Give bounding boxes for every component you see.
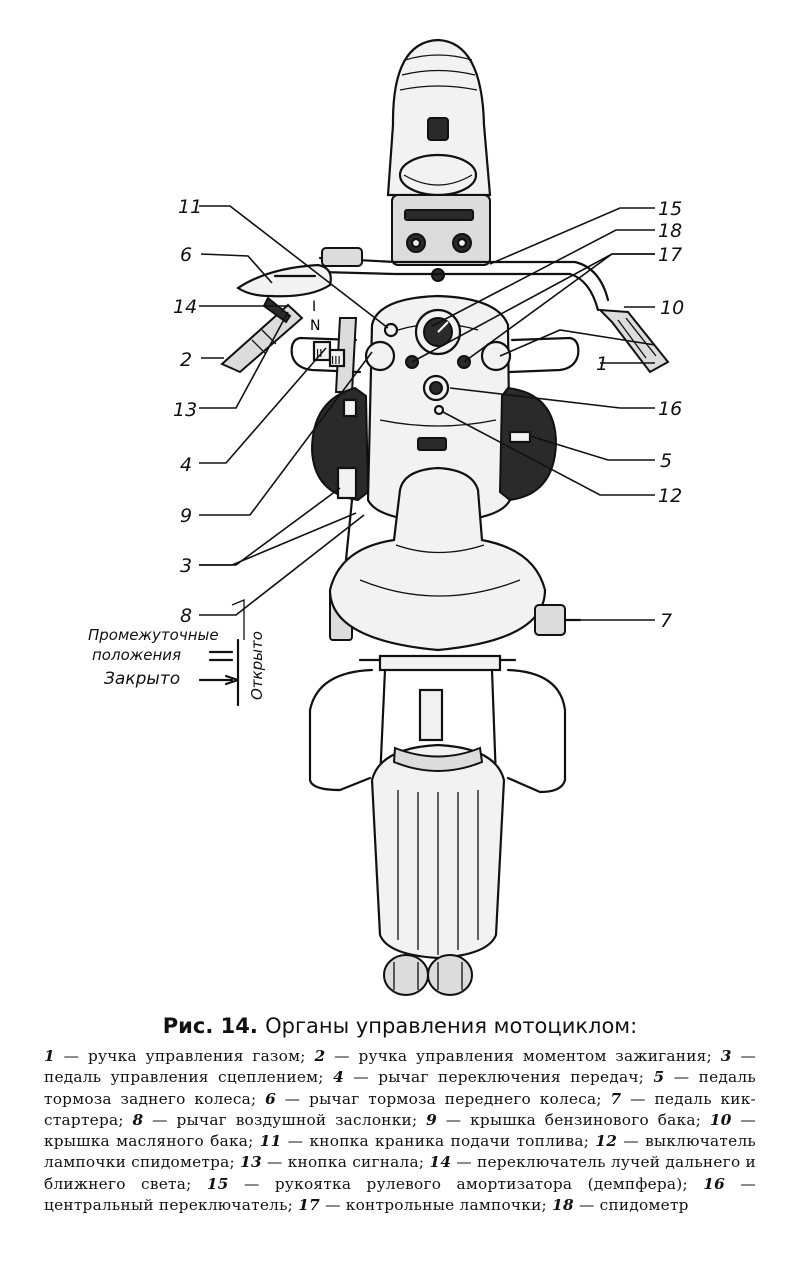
legend-item-8: 8 — рычаг воздушной заслонки; [132,1110,418,1129]
callout-11: 11 [178,196,203,218]
callout-7: 7 [660,610,673,632]
legend-item-text: рычаг воздушной заслонки; [176,1110,418,1129]
callout-17: 17 [658,244,683,266]
legend-item-16: 16 — центральный переключатель; [44,1174,756,1215]
callout-3: 3 [180,555,193,577]
legend-item-9: 9 — крышка бензинового бака; [426,1110,702,1129]
legend-item-number: 17 [298,1196,320,1215]
legend-item-text: спидометр [599,1196,689,1215]
caption-title [44,1014,756,1038]
callout-2: 2 [180,349,193,371]
legend-item-number: 18 [552,1196,574,1215]
legend-item-text: выключатель лампочки спидометра; [44,1132,756,1172]
figure-caption [44,1014,756,1216]
legend-item-number: 11 [259,1132,282,1151]
callout-4: 4 [180,454,193,476]
legend-item-text: крышка масляного бака; [44,1132,254,1151]
legend-item-number: 12 [595,1132,618,1151]
legend-item-15: 15 — рукоятка рулевого амортизатора (демпфера); [206,1174,688,1193]
callout-16: 16 [658,398,683,420]
legend-item-4: 4 — рычаг переключения передач; [333,1068,645,1087]
legend-item-number: 5 [653,1068,665,1087]
callout-10: 10 [660,297,685,319]
figure-number: Рис. 14. [162,1014,258,1038]
headlight [388,40,490,195]
gear-mark-neutral: N [310,318,321,334]
figure-title: Органы управления мотоциклом: [265,1014,638,1038]
gear-mark-3: III [331,354,341,367]
legend-item-text: рычаг тормоза переднего колеса; [309,1089,602,1108]
legend-item-number: 14 [429,1153,452,1172]
choke-label-intermediate-1: Промежуточные [88,626,219,644]
rear-fender [372,690,504,958]
legend-item-number: 16 [703,1174,726,1193]
legend-item-1: 1 — ручка управления газом; [44,1047,306,1065]
choke-label-open: Открыто [248,631,266,700]
callout-18: 18 [658,220,683,242]
legend-item-text: крышка бензинового бака; [470,1110,702,1129]
callout-12: 12 [658,485,683,507]
fork-and-steering-head [392,195,490,281]
callout-5: 5 [660,450,673,472]
legend-item-number: 7 [610,1089,622,1108]
legend-item-number: 2 [314,1047,326,1065]
legend-item-number: 13 [240,1153,262,1172]
gear-mark-1: I [312,299,317,315]
choke-label-closed: Закрыто [104,669,181,689]
choke-label-intermediate-2: положения [92,646,182,664]
callout-15: 15 [658,198,683,220]
legend-item-13: 13 — кнопка сигнала; [240,1153,425,1172]
legend-item-text: ручка управления моментом зажигания; [358,1047,712,1065]
legend-item-number: 15 [206,1174,229,1193]
callout-14: 14 [173,296,198,318]
callout-9: 9 [180,505,193,527]
legend-item-12: 12 — выключатель лампочки спидометра; [44,1132,756,1172]
legend-item-text: кнопка краника подачи топлива; [309,1132,590,1151]
legend-item-text: центральный переключатель; [44,1196,294,1215]
legend-item-text: педаль кик-стартера; [44,1089,756,1129]
legend-item-number: 1 [44,1047,55,1065]
legend-item-6: 6 — рычаг тормоза переднего колеса; [265,1089,602,1108]
legend-item-text: педаль тормоза заднего колеса; [44,1068,756,1108]
legend-item-text: рукоятка рулевого амортизатора (демпфера); [274,1174,688,1193]
legend-item-number: 6 [265,1089,277,1108]
legend-item-number: 4 [333,1068,344,1087]
legend-item-14: 14 — переключатель лучей дальнего и ближнего света; [44,1153,756,1193]
legend-item-text: переключатель лучей дальнего и ближнего света; [44,1153,756,1193]
legend-item-text: кнопка сигнала; [287,1153,425,1172]
callout-13: 13 [173,399,198,421]
legend-item-text: педаль управления сцеплением; [44,1068,324,1087]
legend-item-text: ручка управления газом; [88,1047,306,1065]
legend-item-10: 10 — крышка масляного бака; [44,1110,756,1151]
gear-mark-2: II [316,347,323,360]
caption-legend [44,1046,756,1216]
callout-6: 6 [180,244,193,266]
legend-item-18: 18 — спидометр [552,1196,689,1215]
legend-item-5: 5 — педаль тормоза заднего колеса; [44,1068,756,1108]
legend-item-17: 17 — контрольные лампочки; [298,1196,547,1215]
callout-1: 1 [596,353,609,375]
legend-item-number: 10 [709,1110,732,1129]
front-brake-lever [238,265,331,296]
legend-item-text: контрольные лампочки; [345,1196,547,1215]
legend-item-11: 11 — кнопка краника подачи топлива; [259,1132,590,1151]
exhaust-tips [384,955,472,995]
callout-8: 8 [180,605,193,627]
legend-item-3: 3 — педаль управления сцеплением; [44,1047,757,1087]
legend-item-number: 9 [426,1110,438,1129]
legend-item-number: 3 [720,1047,732,1065]
legend-item-number: 8 [132,1110,144,1129]
legend-item-text: рычаг переключения передач; [378,1068,645,1087]
legend-item-7: 7 — педаль кик-стартера; [44,1089,756,1129]
legend-item-2: 2 — ручка управления моментом зажигания; [314,1047,712,1065]
